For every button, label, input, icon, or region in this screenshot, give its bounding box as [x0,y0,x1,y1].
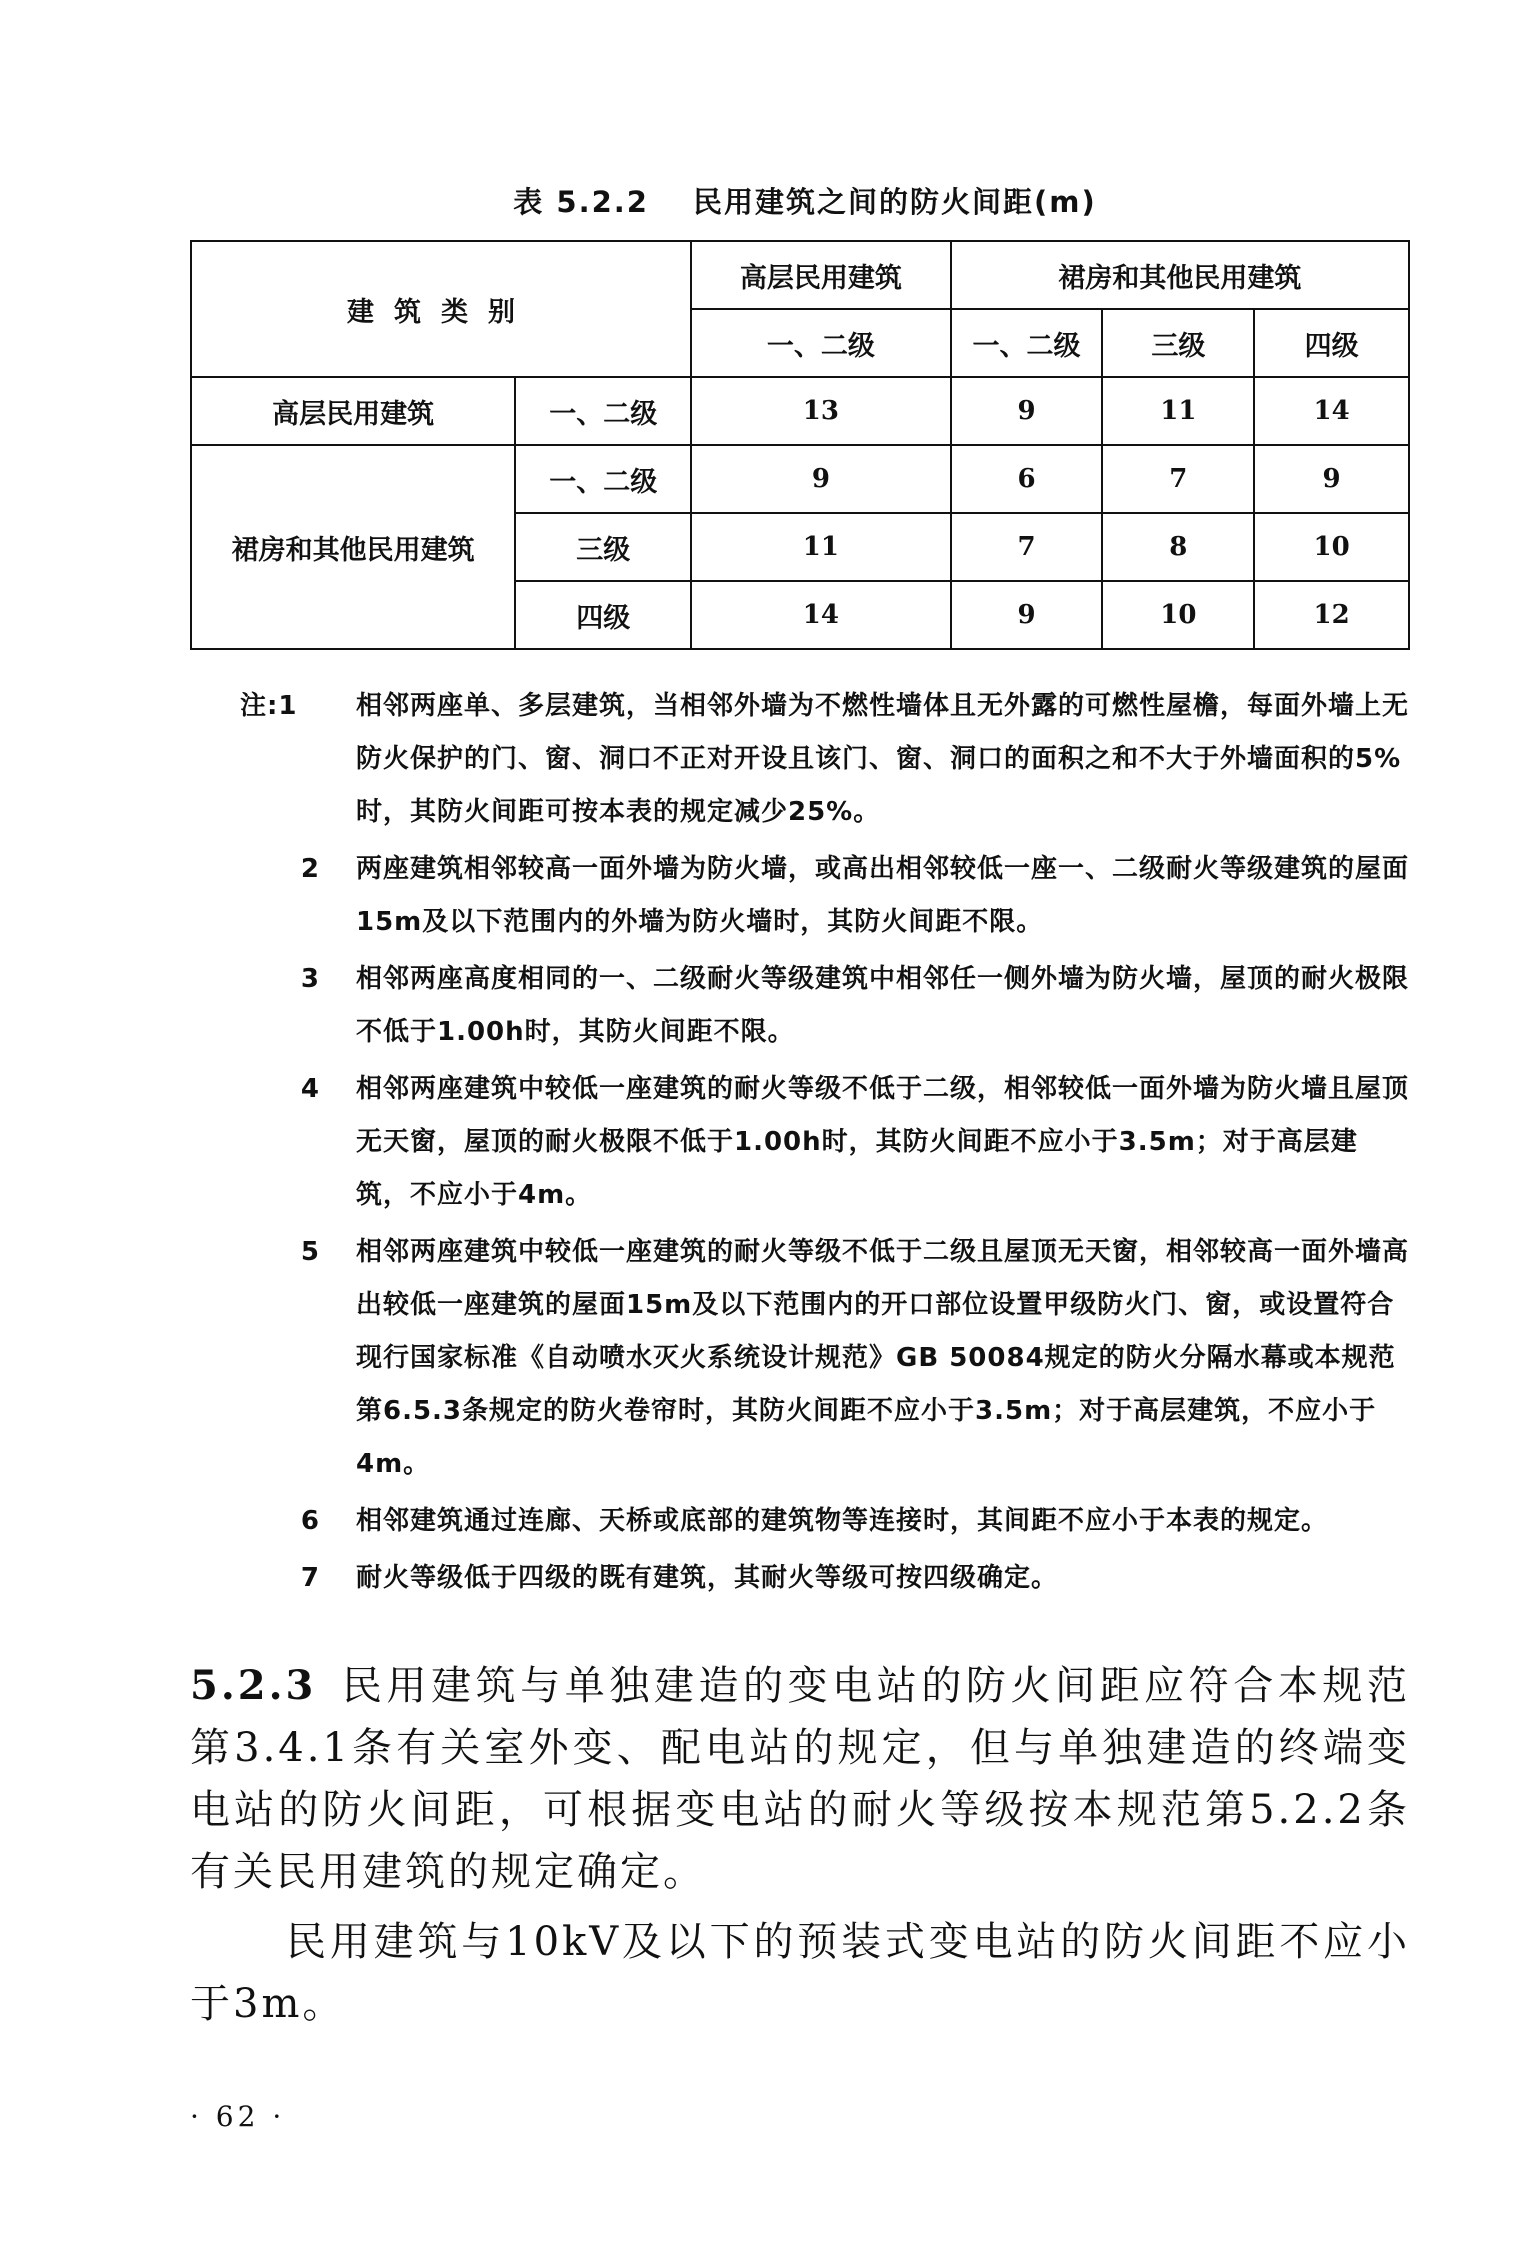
table-cell: 9 [951,377,1103,445]
note-item [250,953,1410,1059]
header-grade-3: 三级 [1102,309,1254,377]
section-paragraph [190,1655,1410,1903]
table-cell: 10 [1254,513,1409,581]
note-item [240,680,1410,839]
note-number: 3 [300,964,320,994]
table-cell: 7 [951,513,1103,581]
table-cell: 12 [1254,581,1409,649]
header-high-rise: 高层民用建筑 [691,241,951,309]
table-cell: 7 [1102,445,1254,513]
row-grade-label: 一、二级 [515,377,691,445]
row-grade-label: 一、二级 [515,445,691,513]
note-item [250,1552,1410,1605]
note-text: 相邻两座单、多层建筑，当相邻外墙为不燃性墙体且无外露的可燃性屋檐，每面外墙上无防火保护的门、窗、洞口不正对开设且该门、窗、洞口的面积之和不大于外墙面积的5%时，其防火间距可按本表的规定减少25%。 [356,691,1410,827]
note-number: 2 [300,854,320,884]
table-cell: 10 [1102,581,1254,649]
fire-spacing-table [190,240,1410,650]
page-number: · 62 · [190,2100,286,2133]
row-label-high-rise: 高层民用建筑 [191,377,515,445]
table-cell: 9 [951,581,1103,649]
table-cell: 8 [1102,513,1254,581]
note-item [250,1495,1410,1548]
note-text: 相邻两座高度相同的一、二级耐火等级建筑中相邻任一侧外墙为防火墙，屋顶的耐火极限不低于1.00h时，其防火间距不限。 [356,964,1410,1047]
note-item [250,1226,1410,1491]
row-label-podium-other: 裙房和其他民用建筑 [191,445,515,649]
row-grade-label: 四级 [515,581,691,649]
header-building-category: 建筑类别 [191,241,691,377]
note-number: 7 [300,1563,320,1593]
header-grade-1-2: 一、二级 [951,309,1103,377]
table-cell: 11 [1102,377,1254,445]
header-grade-4: 四级 [1254,309,1409,377]
table-cell: 14 [691,581,951,649]
note-number: 5 [300,1237,320,1267]
table-row [191,445,1409,513]
note-item [250,843,1410,949]
note-item [250,1063,1410,1222]
table-cell: 13 [691,377,951,445]
section-number: 5.2.3 [190,1662,317,1709]
note-text: 耐火等级低于四级的既有建筑，其耐火等级可按四级确定。 [356,1563,1059,1593]
table-title: 民用建筑之间的防火间距(m) [692,185,1097,219]
header-podium-other: 裙房和其他民用建筑 [951,241,1409,309]
note-text: 两座建筑相邻较高一面外墙为防火墙，或高出相邻较低一座一、二级耐火等级建筑的屋面15m及以下范围内的外墙为防火墙时，其防火间距不限。 [356,854,1410,937]
table-cell: 9 [1254,445,1409,513]
table-cell: 9 [691,445,951,513]
note-text: 相邻建筑通过连廊、天桥或底部的建筑物等连接时，其间距不应小于本表的规定。 [356,1506,1329,1536]
section-body [190,1655,1410,2035]
table-row [191,377,1409,445]
header-grade-1-2-high: 一、二级 [691,309,951,377]
note-number: 6 [300,1506,320,1536]
note-number: 4 [300,1074,320,1104]
table-cell: 11 [691,513,951,581]
table-cell: 6 [951,445,1103,513]
note-text: 相邻两座建筑中较低一座建筑的耐火等级不低于二级，相邻较低一面外墙为防火墙且屋顶无天窗，屋顶的耐火极限不低于1.00h时，其防火间距不应小于3.5m；对于高层建筑，不应小于4m。 [356,1074,1410,1210]
table-notes [240,680,1410,1609]
table-cell: 14 [1254,377,1409,445]
section-text: 民用建筑与单独建造的变电站的防火间距应符合本规范第3.4.1条有关室外变、配电站的规定，但与单独建造的终端变电站的防火间距，可根据变电站的耐火等级按本规范第5.2.2条有关民用建筑的规定确定。 [190,1663,1410,1895]
section-paragraph-2: 民用建筑与10kV及以下的预装式变电站的防火间距不应小于3m。 [190,1919,1410,2027]
row-grade-label: 三级 [515,513,691,581]
note-prefix: 注:1 [240,691,298,721]
table-caption [190,180,1420,221]
table-number: 表 5.2.2 [513,185,649,219]
note-text: 相邻两座建筑中较低一座建筑的耐火等级不低于二级且屋顶无天窗，相邻较高一面外墙高出较低一座建筑的屋面15m及以下范围内的开口部位设置甲级防火门、窗，或设置符合现行国家标准《自动喷水灭火系统设计规范》GB 50084规定的防火分隔水幕或本规范第6.5.3条规定的防火卷帘时，其防火间距不应小于3.5m；对于高层建筑，不应小于4m。 [356,1237,1410,1479]
